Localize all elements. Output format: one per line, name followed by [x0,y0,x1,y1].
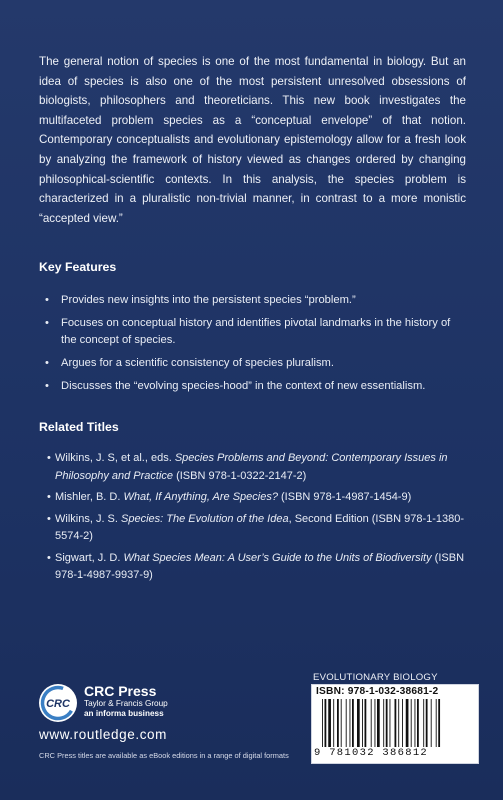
related-isbn: , Second Edition (ISBN 978-1-1380-5574-2) [55,512,465,542]
related-title-item [47,511,467,546]
crc-press-logo-icon [38,683,78,723]
subject-category: EVOLUTIONARY BIOLOGY [313,672,438,683]
barcode-icon [322,699,472,747]
related-title-item [47,450,467,485]
related-isbn: (ISBN 978-1-4987-1454-9) [281,491,412,503]
related-author: Mishler, B. D. [55,491,121,503]
description-paragraph: The general notion of species is one of the most fundamental in biology. But an idea of species is also one of the most persistent unresolved obsessions of biologists, philosophers and theoreticians. This new book investigates the multifaceted problem species as a “conceptual envelope” of that notion. Contemporary conceptualists and evolutionary epistemology allow for a fresh look by analyzing the framework of history viewed as changes ordered by changing philosophical-scientific contexts. In this analysis, the species problem is characterized in a pluralistic non-trivial manner, in contrast to a more monistic “accepted view.” [39,55,466,225]
feature-item: • Argues for a scientific consistency of species pluralism. [45,355,465,372]
barcode-digits: 9 781032 386812 [314,747,429,759]
related-isbn: (ISBN 978-1-4987-9937-9) [55,551,465,581]
related-title-item [47,489,467,507]
related-titles-heading: Related Titles [39,420,119,434]
related-author: Wilkins, J. S. [55,512,118,525]
key-features-heading: Key Features [39,260,117,274]
barcode-block [311,684,479,764]
related-book-title: What, If Anything, Are Species? [123,491,278,503]
publisher-url: www.routledge.com [39,727,168,742]
key-features-list [45,292,465,401]
related-titles-list [47,450,467,589]
feature-item: • Focuses on conceptual history and identifies pivotal landmarks in the history of the concept of species. [45,315,465,349]
isbn-label: ISBN: 978-1-032-38681-2 [316,686,439,697]
feature-item: • Provides new insights into the persistent species “problem.” [45,292,465,309]
related-title-item [47,550,467,585]
related-author: Sigwart, J. D. [55,551,121,564]
feature-item: • Discusses the “evolving species-hood” in the context of new essentialism. [45,378,465,395]
related-book-title: Species Problems and Beyond: Contemporary Issues in Philosophy and Practice [55,452,448,482]
related-author: Wilkins, J. S, et al., eds. [55,452,172,464]
publisher-group: Taylor & Francis Group [84,699,168,708]
publisher-business: an informa business [84,709,164,718]
logo-lettering: CRC [46,698,70,710]
publisher-name: CRC Press [84,683,157,699]
related-book-title: Species: The Evolution of the Idea [121,512,289,525]
related-book-title: What Species Mean: A User’s Guide to the Units of Biodiversity [123,551,432,564]
related-isbn: (ISBN 978-1-0322-2147-2) [176,469,307,482]
publisher-name-block [84,684,168,719]
ebook-footnote: CRC Press titles are available as eBook editions in a range of digital formats [39,751,289,760]
